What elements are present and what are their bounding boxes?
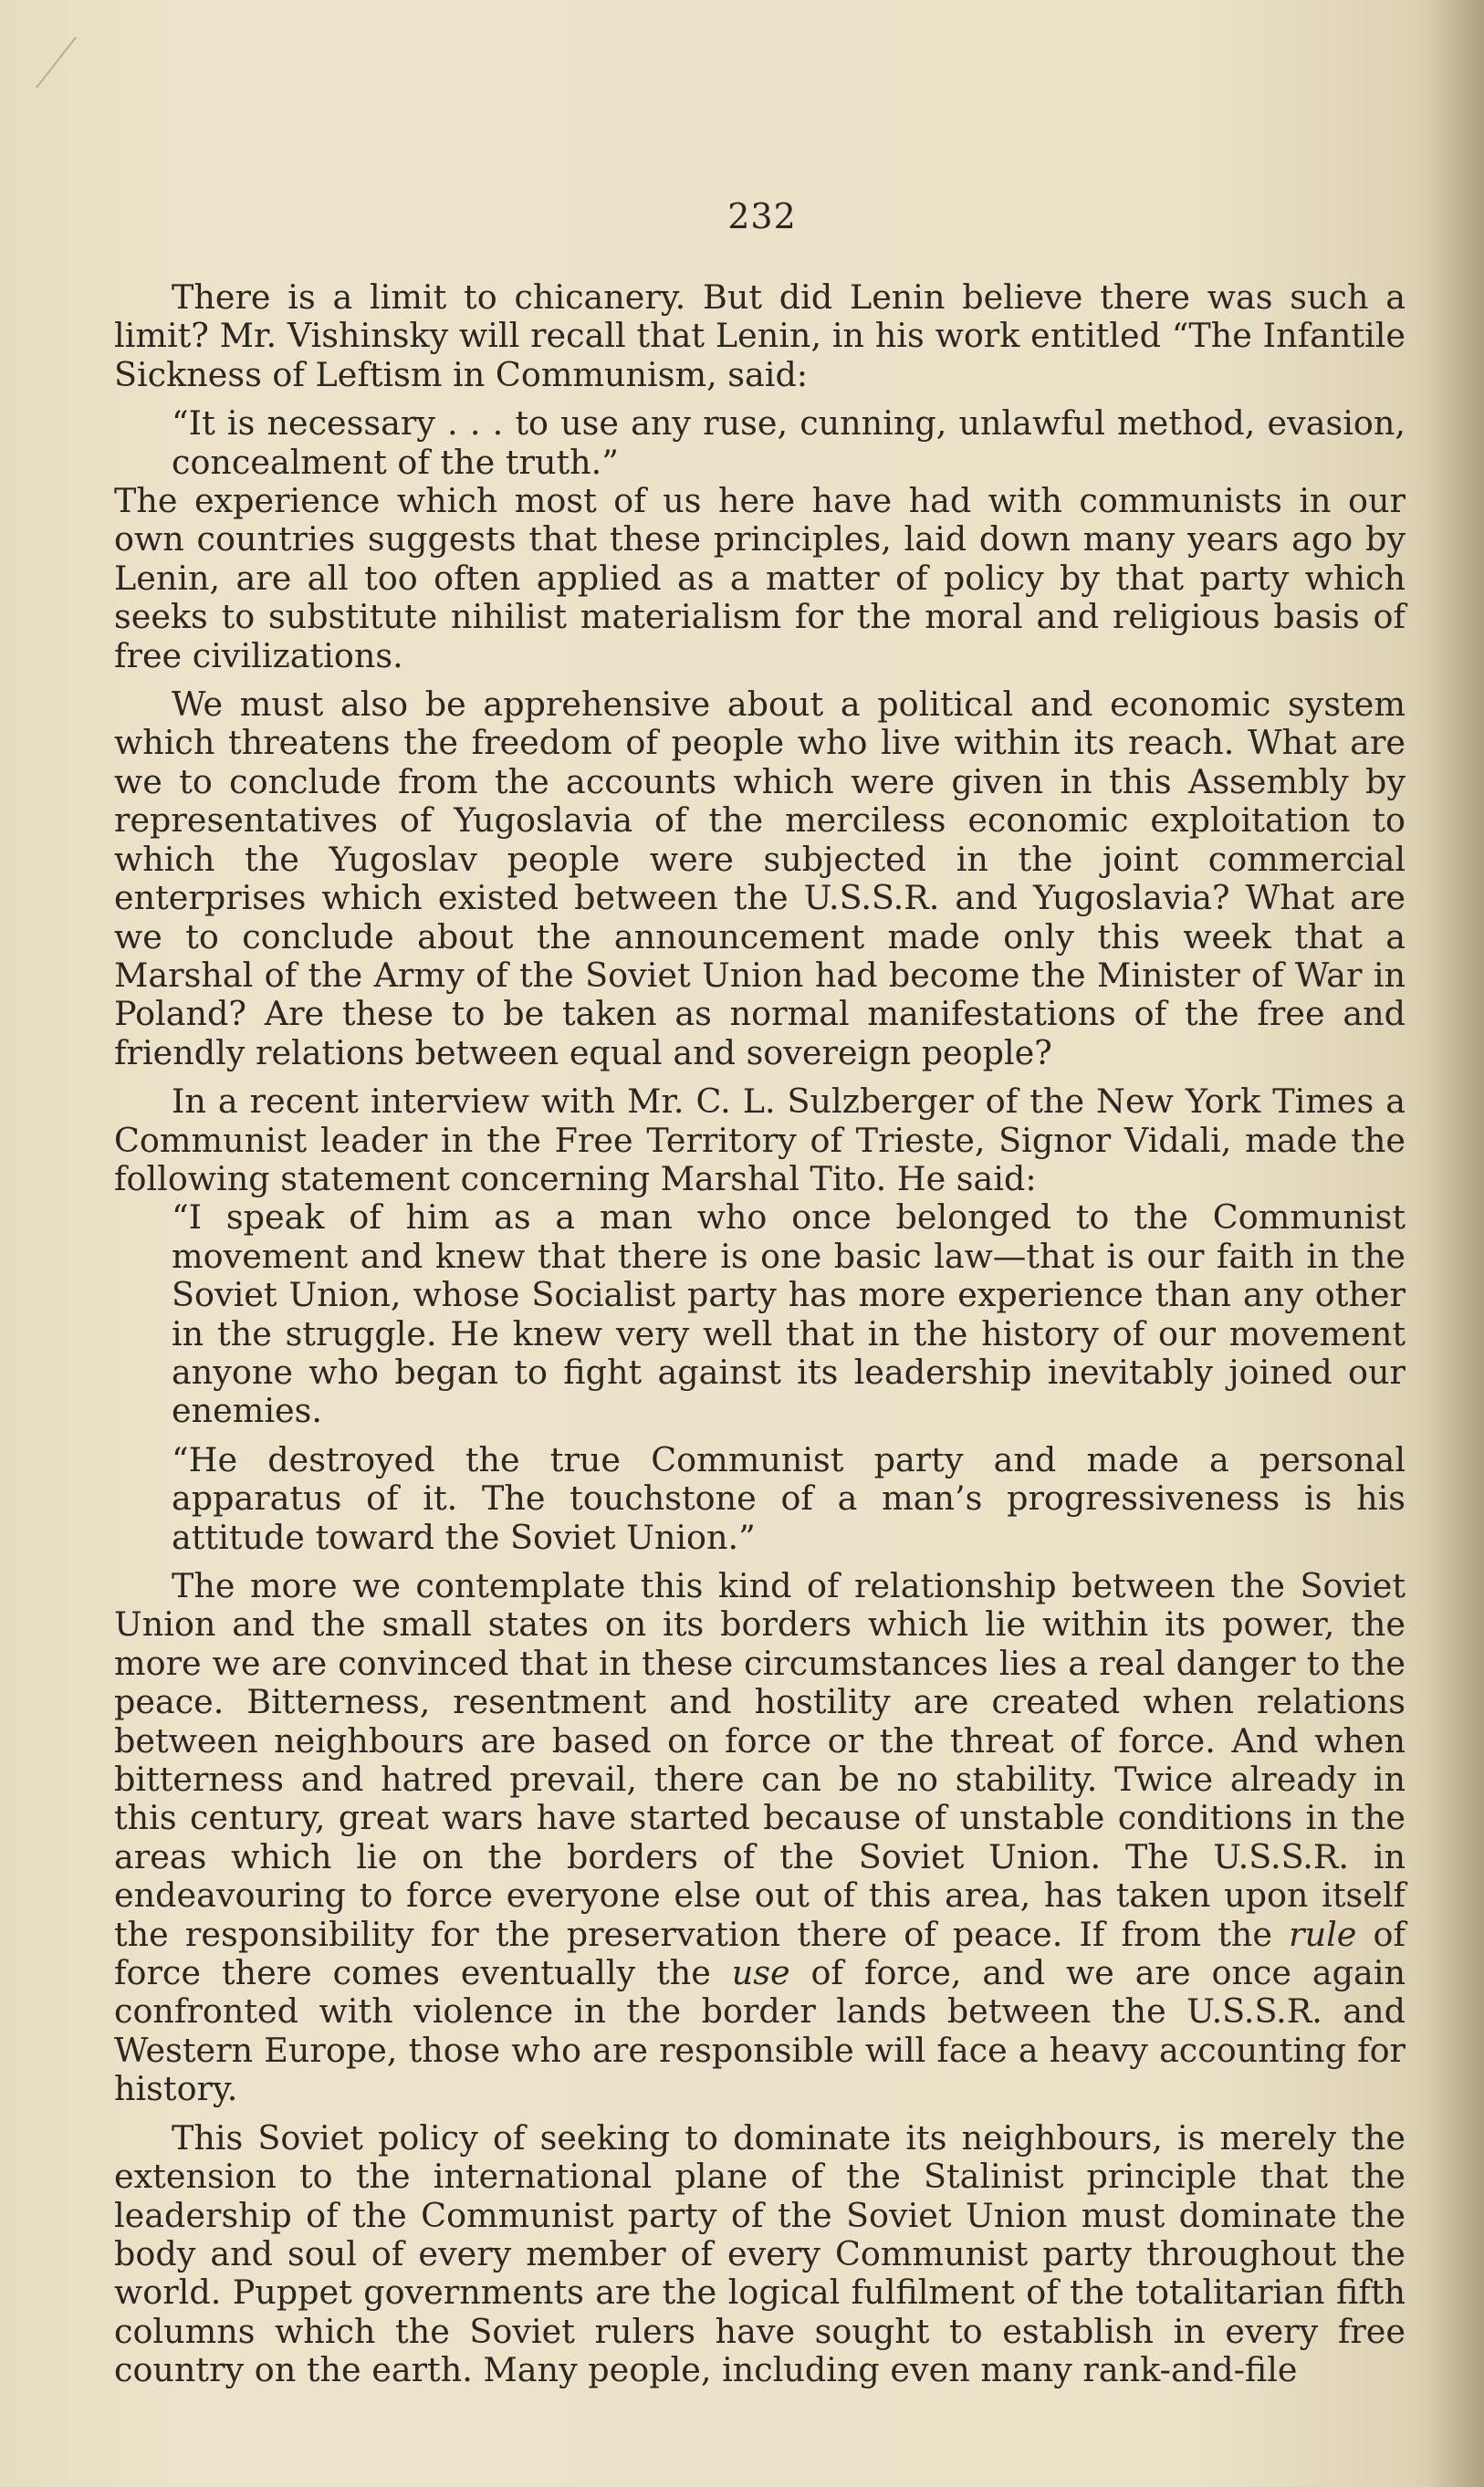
paragraph-3: We must also be apprehensive about a political and economic system which threatens the freedom of people who live within its reach. What are we to conclude from the accounts which were given in this Assembly by representatives of Yugoslavia of the merciless economic exploitation to which the Yugoslav people were subjected in the joint commercial enterprises which existed between the U.S.S.R. and Yugoslavia? What are we to conclude about the announcement made only this week that a Marshal of the Army of the Soviet Union had become the Minister of War in Poland? Are these to be taken as normal manifestations of the free and friendly relations between equal and sovereign people? bbox=[114, 684, 1406, 1072]
paragraph-6: This Soviet policy of seeking to dominate its neighbours, is merely the extension to the international plane of the Stalinist principle that the leadership of the Communist party of the Soviet Union must dominate the body and soul of every member of every Communist party throughout the world. Puppet governments are the logical fulfilment of the totalitarian fifth columns which the Soviet rulers have sought to establish in every free country on the earth. Many people, including even many rank-and-file bbox=[114, 2117, 1406, 2390]
paragraph-1: There is a limit to chicanery. But did Lenin believe there was such a limit? Mr. Vishinsky will recall that Lenin, in his work entitled “The Infantile Sickness of Leftism in Communism, said: bbox=[114, 277, 1406, 394]
quote-vidali-2: “He destroyed the true Communist party and made a personal apparatus of it. The touchstone of a man’s progressiveness is his attitude toward the Soviet Union.” bbox=[172, 1439, 1406, 1557]
quote-lenin: “It is necessary . . . to use any ruse, cunning, unlawful method, evasion, concealment of the truth.” bbox=[172, 403, 1406, 482]
paragraph-5-part-b: of force there comes eventually the bbox=[114, 1914, 1406, 1993]
paragraph-5 bbox=[114, 1567, 1406, 2109]
page-number: 232 bbox=[727, 196, 797, 236]
paragraph-2: The experience which most of us here have had with communists in our own countries suggests that these principles, laid down many years ago by Lenin, are all too often applied as a matter of policy by that party which seeks to substitute nihilist materialism for the moral and religious basis of free civilizations. bbox=[114, 481, 1406, 675]
paragraph-5-part-a: The more we contemplate this kind of relationship between the Soviet Union and the small states on its borders which lie within its power, the more we are convinced that in these circumstances lies a real danger to the peace. Bitterness, resentment and hostility are created when relations between neighbours are based on force or the threat of force. And when bitterness and hatred prevail, there can be no stability. Twice already in this century, great wars have started because of unstable conditions in the areas which lie on the borders of the Soviet Union. The U.S.S.R. in endeavouring to force everyone else out of this area, has taken upon itself the responsibility for the preservation there of peace. If from the bbox=[114, 1566, 1406, 1954]
emphasis-rule: rule bbox=[1289, 1914, 1357, 1954]
paragraph-4: In a recent interview with Mr. C. L. Sulzberger of the New York Times a Communist leader in the Free Territory of Trieste, Signor Vidali, made the following statement concerning Marshal Tito. He said: bbox=[114, 1082, 1406, 1198]
quote-vidali-1: “I speak of him as a man who once belonged to the Communist movement and knew that there is one basic law—that is our faith in the Soviet Union, whose Socialist party has more experience than any other in the struggle. He knew very well that in the history of our movement anyone who began to fight against its leadership inevitably joined our enemies. bbox=[172, 1197, 1406, 1431]
paragraph-5-part-c: of force, and we are once again confronted with violence in the border lands between the U.S.S.R. and Western Europe, those who are responsible will face a heavy accounting for history. bbox=[114, 1953, 1406, 2109]
pencil-mark bbox=[36, 37, 77, 88]
spine-shadow bbox=[1429, 0, 1484, 2487]
emphasis-use: use bbox=[731, 1953, 790, 1993]
body-text bbox=[114, 278, 1406, 2390]
